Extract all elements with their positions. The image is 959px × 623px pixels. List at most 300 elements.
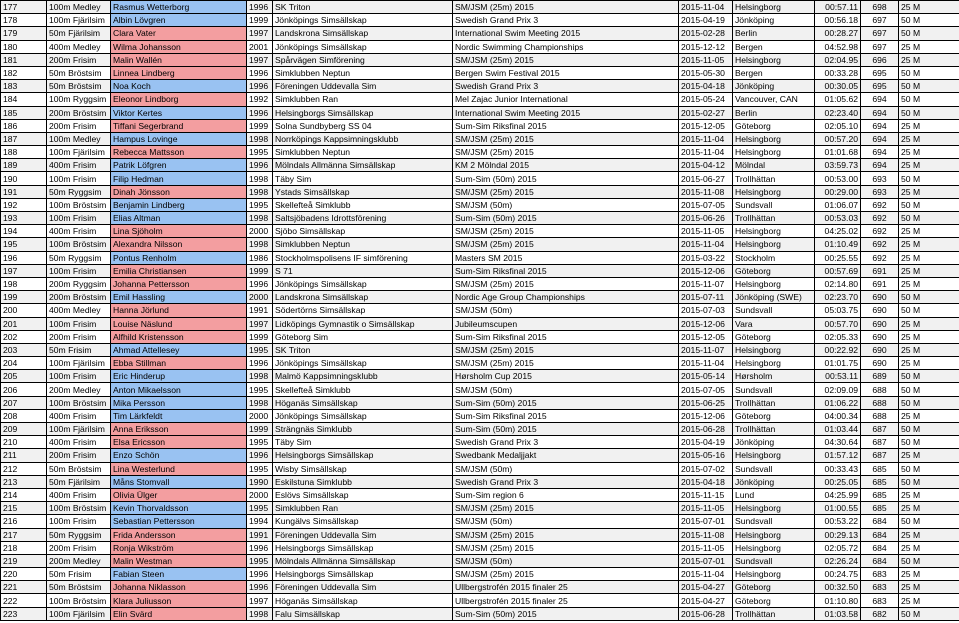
event-cell: 50m Bröstsim bbox=[47, 66, 111, 79]
pool-length-cell: 25 M bbox=[899, 251, 959, 264]
points-cell: 696 bbox=[861, 53, 899, 66]
date-cell: 2015-11-04 bbox=[679, 357, 733, 370]
time-cell: 01:00.55 bbox=[815, 502, 861, 515]
pool-length-cell: 50 M bbox=[899, 515, 959, 528]
competition-cell: Ullbergstrofén 2015 finaler 25 bbox=[453, 594, 679, 607]
event-cell: 100m Fjärilsim bbox=[47, 607, 111, 620]
date-cell: 2015-07-05 bbox=[679, 383, 733, 396]
competition-cell: Sum-Sim (50m) 2015 bbox=[453, 423, 679, 436]
pool-length-cell: 50 M bbox=[899, 172, 959, 185]
club-cell: Göteborg Sim bbox=[273, 330, 453, 343]
competition-cell: SM/JSM (25m) 2015 bbox=[453, 277, 679, 290]
points-cell: 697 bbox=[861, 27, 899, 40]
points-cell: 685 bbox=[861, 502, 899, 515]
pool-length-cell: 25 M bbox=[899, 132, 959, 145]
table-row bbox=[1, 449, 959, 462]
city-cell: Trollhättan bbox=[733, 396, 815, 409]
birth-year-cell: 1995 bbox=[247, 554, 273, 567]
rank-cell: 208 bbox=[1, 409, 47, 422]
competition-cell: SM/JSM (25m) 2015 bbox=[453, 225, 679, 238]
date-cell: 2015-02-27 bbox=[679, 106, 733, 119]
city-cell: Bergen bbox=[733, 40, 815, 53]
pool-length-cell: 25 M bbox=[899, 185, 959, 198]
points-cell: 687 bbox=[861, 449, 899, 462]
date-cell: 2015-11-04 bbox=[679, 1, 733, 14]
event-cell: 100m Fjärilsim bbox=[47, 357, 111, 370]
date-cell: 2015-06-25 bbox=[679, 396, 733, 409]
event-cell: 400m Frisim bbox=[47, 225, 111, 238]
birth-year-cell: 1999 bbox=[247, 423, 273, 436]
date-cell: 2015-04-18 bbox=[679, 475, 733, 488]
swimmer-name-cell: Elias Altman bbox=[111, 212, 247, 225]
points-cell: 690 bbox=[861, 304, 899, 317]
event-cell: 200m Ryggsim bbox=[47, 277, 111, 290]
rank-cell: 194 bbox=[1, 225, 47, 238]
birth-year-cell: 1996 bbox=[247, 106, 273, 119]
club-cell: Malmö Kappsimningsklubb bbox=[273, 370, 453, 383]
event-cell: 100m Medley bbox=[47, 132, 111, 145]
time-cell: 01:05.62 bbox=[815, 93, 861, 106]
competition-cell: International Swim Meeting 2015 bbox=[453, 27, 679, 40]
table-row bbox=[1, 568, 959, 581]
time-cell: 00:33.43 bbox=[815, 462, 861, 475]
date-cell: 2015-11-04 bbox=[679, 132, 733, 145]
club-cell: Jönköpings Simsällskap bbox=[273, 357, 453, 370]
table-row bbox=[1, 409, 959, 422]
pool-length-cell: 50 M bbox=[899, 475, 959, 488]
city-cell: Helsingborg bbox=[733, 238, 815, 251]
points-cell: 687 bbox=[861, 436, 899, 449]
city-cell: Göteborg bbox=[733, 594, 815, 607]
event-cell: 50m Bröstsim bbox=[47, 581, 111, 594]
club-cell: Simklubben Neptun bbox=[273, 66, 453, 79]
birth-year-cell: 1998 bbox=[247, 607, 273, 620]
points-cell: 691 bbox=[861, 264, 899, 277]
time-cell: 00:53.03 bbox=[815, 212, 861, 225]
points-cell: 692 bbox=[861, 212, 899, 225]
points-cell: 695 bbox=[861, 80, 899, 93]
date-cell: 2015-11-05 bbox=[679, 502, 733, 515]
city-cell: Hørsholm bbox=[733, 370, 815, 383]
city-cell: Helsingborg bbox=[733, 541, 815, 554]
points-cell: 698 bbox=[861, 1, 899, 14]
swimmer-name-cell: Hampus Lovinge bbox=[111, 132, 247, 145]
table-row bbox=[1, 343, 959, 356]
table-row bbox=[1, 488, 959, 501]
swimmer-name-cell: Filip Hedman bbox=[111, 172, 247, 185]
club-cell: Lidköpings Gymnastik o Simsällskap bbox=[273, 317, 453, 330]
swimmer-name-cell: Mika Persson bbox=[111, 396, 247, 409]
event-cell: 50m Frisim bbox=[47, 343, 111, 356]
swimmer-name-cell: Patrik Löfgren bbox=[111, 159, 247, 172]
date-cell: 2015-12-06 bbox=[679, 264, 733, 277]
points-cell: 691 bbox=[861, 277, 899, 290]
birth-year-cell: 1999 bbox=[247, 119, 273, 132]
rank-cell: 192 bbox=[1, 198, 47, 211]
points-cell: 692 bbox=[861, 238, 899, 251]
city-cell: Sundsvall bbox=[733, 462, 815, 475]
date-cell: 2015-11-04 bbox=[679, 238, 733, 251]
rank-cell: 222 bbox=[1, 594, 47, 607]
event-cell: 100m Bröstsim bbox=[47, 396, 111, 409]
points-cell: 688 bbox=[861, 396, 899, 409]
club-cell: Simklubben Ran bbox=[273, 93, 453, 106]
swimmer-name-cell: Linnea Lindberg bbox=[111, 66, 247, 79]
swimmer-name-cell: Noa Koch bbox=[111, 80, 247, 93]
birth-year-cell: 1998 bbox=[247, 396, 273, 409]
pool-length-cell: 50 M bbox=[899, 304, 959, 317]
time-cell: 01:01.68 bbox=[815, 146, 861, 159]
swimmer-name-cell: Klara Juliusson bbox=[111, 594, 247, 607]
event-cell: 100m Frisim bbox=[47, 172, 111, 185]
birth-year-cell: 1997 bbox=[247, 317, 273, 330]
points-cell: 684 bbox=[861, 528, 899, 541]
date-cell: 2015-12-06 bbox=[679, 409, 733, 422]
table-row bbox=[1, 106, 959, 119]
time-cell: 01:03.44 bbox=[815, 423, 861, 436]
swimmer-name-cell: Malin Westman bbox=[111, 554, 247, 567]
time-cell: 00:57.20 bbox=[815, 132, 861, 145]
points-cell: 683 bbox=[861, 581, 899, 594]
date-cell: 2015-11-05 bbox=[679, 225, 733, 238]
swimmer-name-cell: Anna Eriksson bbox=[111, 423, 247, 436]
time-cell: 02:04.95 bbox=[815, 53, 861, 66]
club-cell: Föreningen Uddevalla Sim bbox=[273, 581, 453, 594]
birth-year-cell: 1997 bbox=[247, 27, 273, 40]
city-cell: Helsingborg bbox=[733, 132, 815, 145]
birth-year-cell: 1991 bbox=[247, 304, 273, 317]
rank-cell: 185 bbox=[1, 106, 47, 119]
date-cell: 2015-07-11 bbox=[679, 291, 733, 304]
competition-cell: SM/JSM (25m) 2015 bbox=[453, 238, 679, 251]
swimmer-name-cell: Elin Svärd bbox=[111, 607, 247, 620]
date-cell: 2015-07-02 bbox=[679, 462, 733, 475]
points-cell: 684 bbox=[861, 515, 899, 528]
points-cell: 684 bbox=[861, 554, 899, 567]
table-row bbox=[1, 119, 959, 132]
table-row bbox=[1, 462, 959, 475]
club-cell: Falu Simsällskap bbox=[273, 607, 453, 620]
competition-cell: Sum-Sim (50m) 2015 bbox=[453, 212, 679, 225]
event-cell: 200m Frisim bbox=[47, 449, 111, 462]
time-cell: 01:57.12 bbox=[815, 449, 861, 462]
event-cell: 200m Bröstsim bbox=[47, 106, 111, 119]
swimmer-name-cell: Lina Sjöholm bbox=[111, 225, 247, 238]
rank-cell: 204 bbox=[1, 357, 47, 370]
pool-length-cell: 25 M bbox=[899, 225, 959, 238]
date-cell: 2015-04-18 bbox=[679, 80, 733, 93]
date-cell: 2015-03-22 bbox=[679, 251, 733, 264]
time-cell: 00:24.75 bbox=[815, 568, 861, 581]
table-row bbox=[1, 607, 959, 620]
table-row bbox=[1, 475, 959, 488]
city-cell: Trollhättan bbox=[733, 212, 815, 225]
rank-cell: 223 bbox=[1, 607, 47, 620]
birth-year-cell: 1998 bbox=[247, 185, 273, 198]
rank-cell: 181 bbox=[1, 53, 47, 66]
points-cell: 693 bbox=[861, 172, 899, 185]
city-cell: Helsingborg bbox=[733, 146, 815, 159]
city-cell: Helsingborg bbox=[733, 343, 815, 356]
competition-cell: SM/JSM (25m) 2015 bbox=[453, 132, 679, 145]
competition-cell: Nordic Age Group Championships bbox=[453, 291, 679, 304]
event-cell: 100m Bröstsim bbox=[47, 238, 111, 251]
swimmer-name-cell: Rebecca Mattsson bbox=[111, 146, 247, 159]
competition-cell: SM/JSM (25m) 2015 bbox=[453, 357, 679, 370]
swimmer-name-cell: Viktor Kertes bbox=[111, 106, 247, 119]
club-cell: Jönköpings Simsällskap bbox=[273, 409, 453, 422]
table-row bbox=[1, 172, 959, 185]
time-cell: 00:56.18 bbox=[815, 14, 861, 27]
pool-length-cell: 50 M bbox=[899, 554, 959, 567]
city-cell: Helsingborg bbox=[733, 225, 815, 238]
pool-length-cell: 50 M bbox=[899, 607, 959, 620]
city-cell: Vara bbox=[733, 317, 815, 330]
city-cell: Jönköping (SWE) bbox=[733, 291, 815, 304]
city-cell: Trollhättan bbox=[733, 607, 815, 620]
table-row bbox=[1, 436, 959, 449]
time-cell: 00:25.05 bbox=[815, 475, 861, 488]
club-cell: Landskrona Simsällskap bbox=[273, 291, 453, 304]
rank-cell: 198 bbox=[1, 277, 47, 290]
rank-cell: 199 bbox=[1, 291, 47, 304]
competition-cell: Bergen Swim Festival 2015 bbox=[453, 66, 679, 79]
club-cell: Södertörns Simsällskap bbox=[273, 304, 453, 317]
city-cell: Helsingborg bbox=[733, 568, 815, 581]
table-row bbox=[1, 502, 959, 515]
event-cell: 50m Ryggsim bbox=[47, 528, 111, 541]
points-cell: 690 bbox=[861, 357, 899, 370]
rank-cell: 190 bbox=[1, 172, 47, 185]
event-cell: 100m Fjärilsim bbox=[47, 146, 111, 159]
club-cell: Landskrona Simsällskap bbox=[273, 27, 453, 40]
competition-cell: SM/JSM (25m) 2015 bbox=[453, 146, 679, 159]
pool-length-cell: 25 M bbox=[899, 317, 959, 330]
date-cell: 2015-07-01 bbox=[679, 515, 733, 528]
club-cell: Eslövs Simsällskap bbox=[273, 488, 453, 501]
birth-year-cell: 1990 bbox=[247, 475, 273, 488]
event-cell: 50m Frisim bbox=[47, 568, 111, 581]
birth-year-cell: 1999 bbox=[247, 14, 273, 27]
date-cell: 2015-04-12 bbox=[679, 159, 733, 172]
club-cell: Simklubben Ran bbox=[273, 502, 453, 515]
date-cell: 2015-05-30 bbox=[679, 66, 733, 79]
time-cell: 02:23.40 bbox=[815, 106, 861, 119]
rank-cell: 220 bbox=[1, 568, 47, 581]
swimmer-name-cell: Ahmad Attellesey bbox=[111, 343, 247, 356]
club-cell: Helsingborgs Simsällskap bbox=[273, 568, 453, 581]
birth-year-cell: 1995 bbox=[247, 502, 273, 515]
event-cell: 50m Ryggsim bbox=[47, 251, 111, 264]
pool-length-cell: 50 M bbox=[899, 396, 959, 409]
table-row bbox=[1, 1, 959, 14]
city-cell: Bergen bbox=[733, 66, 815, 79]
event-cell: 400m Medley bbox=[47, 304, 111, 317]
rank-cell: 184 bbox=[1, 93, 47, 106]
table-row bbox=[1, 198, 959, 211]
city-cell: Helsingborg bbox=[733, 528, 815, 541]
city-cell: Helsingborg bbox=[733, 502, 815, 515]
birth-year-cell: 2000 bbox=[247, 225, 273, 238]
event-cell: 400m Frisim bbox=[47, 488, 111, 501]
date-cell: 2015-05-24 bbox=[679, 93, 733, 106]
swimmer-name-cell: Wilma Johansson bbox=[111, 40, 247, 53]
city-cell: Helsingborg bbox=[733, 1, 815, 14]
club-cell: Skellefteå Simklubb bbox=[273, 383, 453, 396]
points-cell: 694 bbox=[861, 132, 899, 145]
club-cell: Wisby Simsällskap bbox=[273, 462, 453, 475]
competition-cell: Swedbank Medaljjakt bbox=[453, 449, 679, 462]
time-cell: 02:09.09 bbox=[815, 383, 861, 396]
event-cell: 50m Fjärilsim bbox=[47, 27, 111, 40]
pool-length-cell: 50 M bbox=[899, 462, 959, 475]
competition-cell: SM/JSM (25m) 2015 bbox=[453, 1, 679, 14]
time-cell: 00:57.11 bbox=[815, 1, 861, 14]
competition-cell: SM/JSM (50m) bbox=[453, 462, 679, 475]
pool-length-cell: 50 M bbox=[899, 370, 959, 383]
event-cell: 100m Frisim bbox=[47, 264, 111, 277]
birth-year-cell: 1995 bbox=[247, 343, 273, 356]
birth-year-cell: 1996 bbox=[247, 449, 273, 462]
city-cell: Helsingborg bbox=[733, 53, 815, 66]
rank-cell: 182 bbox=[1, 66, 47, 79]
time-cell: 04:00.34 bbox=[815, 409, 861, 422]
event-cell: 100m Ryggsim bbox=[47, 93, 111, 106]
rank-cell: 213 bbox=[1, 475, 47, 488]
pool-length-cell: 25 M bbox=[899, 159, 959, 172]
rank-cell: 218 bbox=[1, 541, 47, 554]
city-cell: Sundsvall bbox=[733, 554, 815, 567]
time-cell: 01:03.58 bbox=[815, 607, 861, 620]
club-cell: S 71 bbox=[273, 264, 453, 277]
birth-year-cell: 1996 bbox=[247, 357, 273, 370]
swimmer-name-cell: Hanna Jörlund bbox=[111, 304, 247, 317]
swimmer-name-cell: Albin Lövgren bbox=[111, 14, 247, 27]
time-cell: 01:06.07 bbox=[815, 198, 861, 211]
points-cell: 688 bbox=[861, 383, 899, 396]
points-cell: 690 bbox=[861, 343, 899, 356]
city-cell: Göteborg bbox=[733, 409, 815, 422]
rank-cell: 206 bbox=[1, 383, 47, 396]
time-cell: 02:23.70 bbox=[815, 291, 861, 304]
competition-cell: SM/JSM (50m) bbox=[453, 383, 679, 396]
club-cell: Helsingborgs Simsällskap bbox=[273, 106, 453, 119]
event-cell: 100m Frisim bbox=[47, 515, 111, 528]
swimmer-name-cell: Enzo Schön bbox=[111, 449, 247, 462]
rank-cell: 183 bbox=[1, 80, 47, 93]
time-cell: 02:26.24 bbox=[815, 554, 861, 567]
time-cell: 04:25.02 bbox=[815, 225, 861, 238]
table-row bbox=[1, 14, 959, 27]
time-cell: 00:29.00 bbox=[815, 185, 861, 198]
club-cell: Simklubben Neptun bbox=[273, 146, 453, 159]
pool-length-cell: 25 M bbox=[899, 594, 959, 607]
points-cell: 692 bbox=[861, 225, 899, 238]
city-cell: Stockholm bbox=[733, 251, 815, 264]
pool-length-cell: 25 M bbox=[899, 238, 959, 251]
time-cell: 00:28.27 bbox=[815, 27, 861, 40]
birth-year-cell: 1996 bbox=[247, 159, 273, 172]
table-row bbox=[1, 528, 959, 541]
city-cell: Mölndal bbox=[733, 159, 815, 172]
swimmer-name-cell: Lina Westerlund bbox=[111, 462, 247, 475]
event-cell: 100m Frisim bbox=[47, 317, 111, 330]
rank-cell: 177 bbox=[1, 1, 47, 14]
points-cell: 692 bbox=[861, 198, 899, 211]
club-cell: Föreningen Uddevalla Sim bbox=[273, 528, 453, 541]
points-cell: 683 bbox=[861, 568, 899, 581]
swimmer-name-cell: Johanna Niklasson bbox=[111, 581, 247, 594]
competition-cell: Swedish Grand Prix 3 bbox=[453, 14, 679, 27]
rank-cell: 189 bbox=[1, 159, 47, 172]
club-cell: Ystads Simsällskap bbox=[273, 185, 453, 198]
swimmer-name-cell: Malin Wallén bbox=[111, 53, 247, 66]
competition-cell: KM 2 Mölndal 2015 bbox=[453, 159, 679, 172]
date-cell: 2015-04-19 bbox=[679, 436, 733, 449]
table-row bbox=[1, 66, 959, 79]
competition-cell: Swedish Grand Prix 3 bbox=[453, 436, 679, 449]
city-cell: Jönköping bbox=[733, 14, 815, 27]
pool-length-cell: 25 M bbox=[899, 409, 959, 422]
date-cell: 2015-11-15 bbox=[679, 488, 733, 501]
birth-year-cell: 1998 bbox=[247, 132, 273, 145]
points-cell: 688 bbox=[861, 409, 899, 422]
points-cell: 685 bbox=[861, 475, 899, 488]
points-cell: 695 bbox=[861, 66, 899, 79]
date-cell: 2015-11-04 bbox=[679, 568, 733, 581]
points-cell: 692 bbox=[861, 251, 899, 264]
club-cell: Sjöbo Simsällskap bbox=[273, 225, 453, 238]
competition-cell: SM/JSM (25m) 2015 bbox=[453, 502, 679, 515]
rank-cell: 186 bbox=[1, 119, 47, 132]
competition-cell: Mel Zajac Junior International bbox=[453, 93, 679, 106]
event-cell: 200m Frisim bbox=[47, 53, 111, 66]
table-row bbox=[1, 357, 959, 370]
event-cell: 100m Bröstsim bbox=[47, 198, 111, 211]
competition-cell: Sum-Sim region 6 bbox=[453, 488, 679, 501]
points-cell: 694 bbox=[861, 146, 899, 159]
club-cell: Föreningen Uddevalla Sim bbox=[273, 80, 453, 93]
swimmer-name-cell: Johanna Pettersson bbox=[111, 277, 247, 290]
event-cell: 400m Frisim bbox=[47, 436, 111, 449]
birth-year-cell: 1996 bbox=[247, 581, 273, 594]
pool-length-cell: 25 M bbox=[899, 119, 959, 132]
event-cell: 50m Fjärilsim bbox=[47, 475, 111, 488]
date-cell: 2015-11-05 bbox=[679, 541, 733, 554]
table-row bbox=[1, 238, 959, 251]
date-cell: 2015-11-07 bbox=[679, 343, 733, 356]
pool-length-cell: 25 M bbox=[899, 541, 959, 554]
pool-length-cell: 25 M bbox=[899, 357, 959, 370]
rank-cell: 221 bbox=[1, 581, 47, 594]
birth-year-cell: 1986 bbox=[247, 251, 273, 264]
birth-year-cell: 1997 bbox=[247, 53, 273, 66]
event-cell: 100m Fjärilsim bbox=[47, 14, 111, 27]
birth-year-cell: 1996 bbox=[247, 80, 273, 93]
table-row bbox=[1, 423, 959, 436]
swimmer-name-cell: Elsa Ericsson bbox=[111, 436, 247, 449]
table-row bbox=[1, 541, 959, 554]
pool-length-cell: 25 M bbox=[899, 488, 959, 501]
rank-cell: 211 bbox=[1, 449, 47, 462]
competition-cell: Sum-Sim Riksfinal 2015 bbox=[453, 264, 679, 277]
pool-length-cell: 50 M bbox=[899, 27, 959, 40]
birth-year-cell: 1995 bbox=[247, 383, 273, 396]
time-cell: 02:05.10 bbox=[815, 119, 861, 132]
pool-length-cell: 50 M bbox=[899, 212, 959, 225]
competition-cell: SM/JSM (25m) 2015 bbox=[453, 343, 679, 356]
club-cell: Jönköpings Simsällskap bbox=[273, 40, 453, 53]
